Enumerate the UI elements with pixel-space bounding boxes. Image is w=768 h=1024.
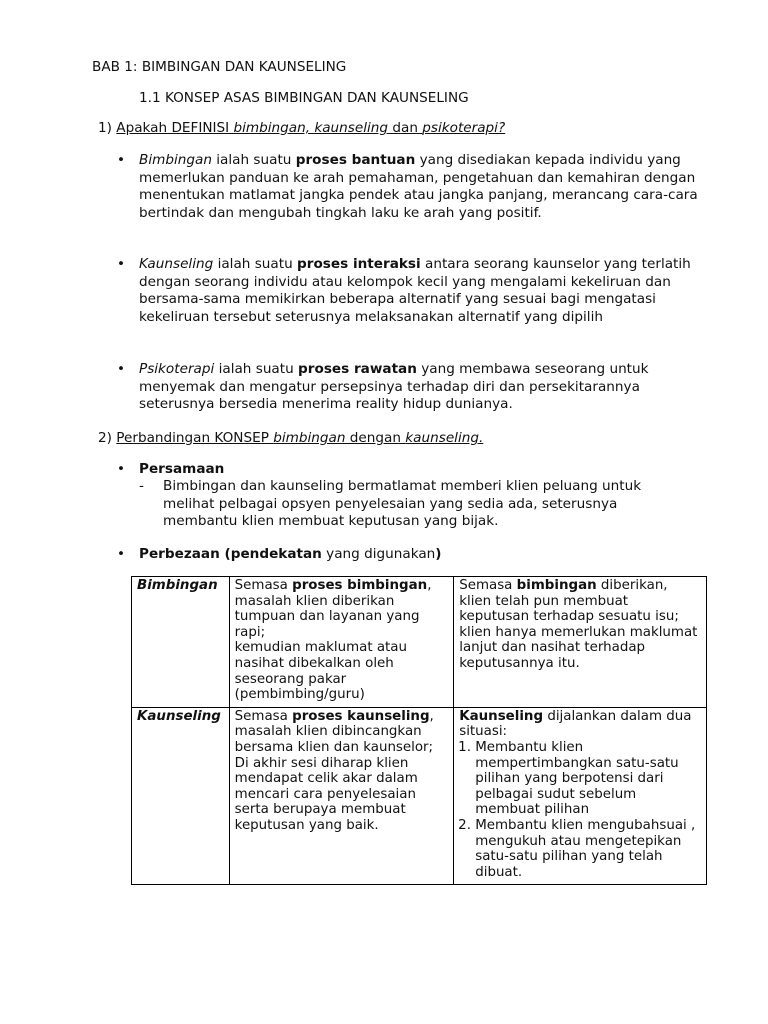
cell-text: diberikan, klien telah pun membuat keputusan terhadap sesuatu isu; klien hanya memerlukan maklumat lanjut dan nasihat terhadap keputusannya itu. [459,578,698,671]
definition-pre: ialah suatu [213,256,298,272]
perbezaan-heading-normal: yang digunakan [321,546,436,562]
definition-pre: ialah suatu [214,361,299,377]
definition-term: Bimbingan [139,152,212,168]
definition-pre: ialah suatu [211,152,296,168]
comparison-table [131,576,707,885]
chapter-title: BAB 1: BIMBINGAN DAN KAUNSELING [92,59,347,75]
cell-text: , masalah klien dibincangkan bersama klien dan kaunselor; [234,708,434,755]
cell-key: Kaunseling [459,708,544,724]
question-2-number: 2) [98,430,112,446]
section-title: 1.1 KONSEP ASAS BIMBINGAN DAN KAUNSELING [139,90,469,106]
question-1 [98,120,505,138]
persamaan-text: Bimbingan dan kaunseling bermatlamat memberi klien peluang untuk melihat pelbagai opsyen penyelesaian yang sedia ada, seterusnya membantu klien membuat keputusan yang bijak. [163,478,642,529]
cell-text: , masalah klien diberikan tumpuan dan layanan yang rapi; [234,578,432,640]
definition-key: proses bantuan [295,152,416,168]
cell-text: Semasa [459,578,517,593]
bimbingan-decision-cell [454,577,707,708]
cell-text: kemudian maklumat atau nasihat dibekalkan oleh seseorang pakar (pembimbing/guru) [234,640,408,703]
definition-term: Psikoterapi [139,361,215,377]
question-1-term-1: bimbingan, kaunseling [233,120,389,136]
definition-kaunseling [139,256,699,326]
definition-key: proses rawatan [298,361,417,377]
question-2-text [116,430,483,446]
kaunseling-process-cell [229,707,454,885]
question-1-pre: Apakah DEFINISI [116,120,234,136]
cell-key: proses kaunseling [292,708,430,724]
perbezaan-heading-bold: Perbezaan (pendekatan [139,546,322,562]
kaunseling-situations-cell [454,707,707,885]
question-2-term-2: kaunseling. [405,430,484,446]
bimbingan-process-cell [229,577,454,708]
question-2-term-1: bimbingan [273,430,346,446]
cell-text: dijalankan dalam dua situasi: [459,708,692,740]
question-2 [98,430,483,448]
bullet-icon: • [117,152,126,168]
definition-bimbingan [139,152,699,222]
table-row [132,577,707,708]
definition-term: Kaunseling [139,256,214,272]
persamaan-heading: Persamaan [139,461,225,477]
bullet-icon: • [117,546,126,562]
table-row [132,707,707,885]
definition-text: yang membawa seseorang untuk menyemak dan mengatur persepsinya terhadap diri dan persekitarannya seterusnya bersedia menerima reality hidup dunianya. [139,361,649,412]
cell-text: Semasa [234,578,293,593]
cell-key: proses bimbingan [292,578,428,593]
bullet-icon: • [117,256,126,272]
definition-text: yang disediakan kepada individu yang memerlukan panduan ke arah pemahaman, pengetahuan dan kemahiran dengan menentukan matlamat jangka pendek atau jangka panjang, merancang cara-cara bertindak dan mengubah tingkah laku ke arah yang positif. [139,152,698,221]
question-1-text [116,120,505,136]
question-1-term-2: psikoterapi? [422,120,506,136]
cell-text: Semasa [234,708,293,724]
dash-icon: - [139,478,144,494]
question-1-mid: dan [388,120,423,136]
definition-key: proses interaksi [297,256,421,272]
perbezaan-heading-close: ) [435,546,442,562]
definition-text: antara seorang kaunselor yang terlatih dengan seorang individu atau kelompok kecil yang mengalami kekeliruan dan bersama-sama memikirkan beberapa alternatif yang sesuai bagi mengatasi kekeliruan tersebut seterusnya melaksanakan alternatif yang dipilih [139,256,691,325]
row-label-kaunseling: Kaunseling [132,707,230,885]
bullet-icon: • [117,361,126,377]
list-item: 2. Membantu klien mengubahsuai , mengukuh atau mengetepikan satu-satu pilihan yang telah dibuat. [475,818,701,880]
perbezaan-heading [139,546,442,564]
bullet-icon: • [117,461,126,477]
cell-key: bimbingan [516,578,597,593]
question-2-mid: dengan [345,430,406,446]
cell-text: Di akhir sesi diharap klien mendapat celik akar dalam mencari cara penyelesaian serta berupaya membuat keputusan yang baik. [234,755,418,833]
question-2-pre: Perbandingan KONSEP [116,430,274,446]
situation-list [459,740,701,880]
question-1-number: 1) [98,120,112,136]
row-label-bimbingan: Bimbingan [132,577,230,708]
list-item: 1. Membantu klien mempertimbangkan satu-satu pilihan yang berpotensi dari pelbagai sudut sebelum membuat pilihan [475,740,701,818]
definition-psikoterapi [139,361,699,414]
